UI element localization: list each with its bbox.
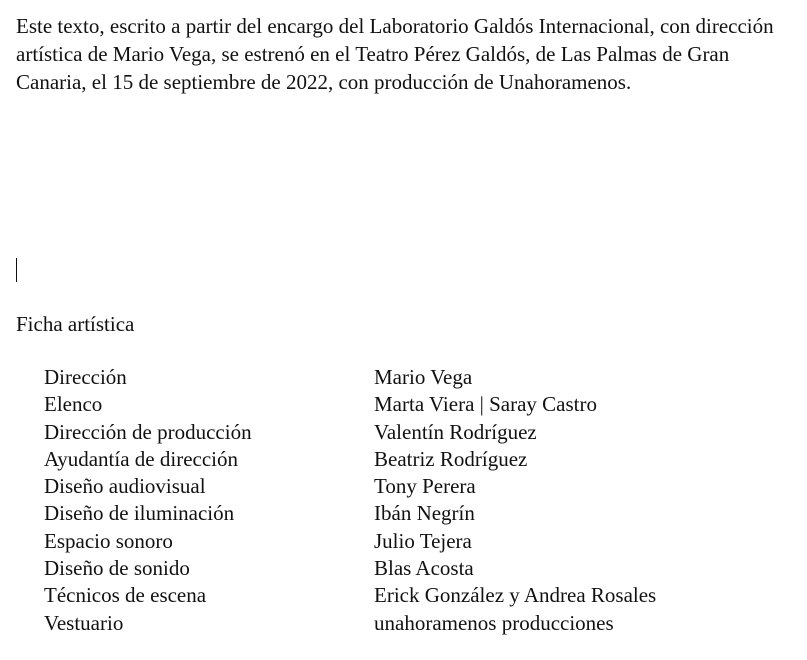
- credit-row: [44, 500, 784, 527]
- credit-row: [44, 610, 784, 637]
- credit-role: Diseño de iluminación: [44, 501, 235, 526]
- credit-name: unahoramenos producciones: [374, 610, 614, 635]
- credit-name: Beatriz Rodríguez: [374, 446, 528, 471]
- credits-heading: Ficha artística: [16, 312, 135, 336]
- credit-role: Técnicos de escena: [44, 583, 207, 608]
- credit-row: [44, 555, 784, 582]
- credit-name: Blas Acosta: [374, 556, 474, 581]
- credit-row: [44, 528, 784, 555]
- credit-name: Erick González y Andrea Rosales: [374, 583, 657, 608]
- credit-role: Dirección de producción: [44, 419, 252, 444]
- credit-role: Ayudantía de dirección: [44, 446, 238, 471]
- credit-role: Diseño audiovisual: [44, 474, 206, 499]
- credit-role: Dirección: [44, 365, 127, 389]
- credit-name: Tony Perera: [374, 474, 476, 499]
- credit-name: Valentín Rodríguez: [374, 419, 537, 444]
- credit-row: [44, 582, 784, 609]
- text-cursor: [16, 258, 17, 282]
- credit-role: Espacio sonoro: [44, 528, 173, 553]
- credit-row: [44, 364, 784, 391]
- credit-name: Marta Viera | Saray Castro: [374, 392, 597, 417]
- credit-row: [44, 446, 784, 473]
- credit-role: Diseño de sonido: [44, 556, 190, 581]
- credits-list: [44, 364, 784, 637]
- credit-name: Mario Vega: [374, 365, 473, 389]
- credit-row: [44, 391, 784, 418]
- credit-name: Ibán Negrín: [374, 501, 475, 526]
- credit-role: Elenco: [44, 392, 103, 417]
- intro-paragraph: Este texto, escrito a partir del encargo del Laboratorio Galdós Internacional, con dirección artística de Mario Vega, se estrenó en el Teatro Pérez Galdós, de Las Palmas de Gran Canaria, el 15 de septiembre de 2022, con producción de Unahoramenos.: [16, 14, 774, 94]
- credit-row: [44, 419, 784, 446]
- credit-row: [44, 473, 784, 500]
- credit-name: Julio Tejera: [374, 528, 472, 553]
- credit-role: Vestuario: [44, 610, 124, 635]
